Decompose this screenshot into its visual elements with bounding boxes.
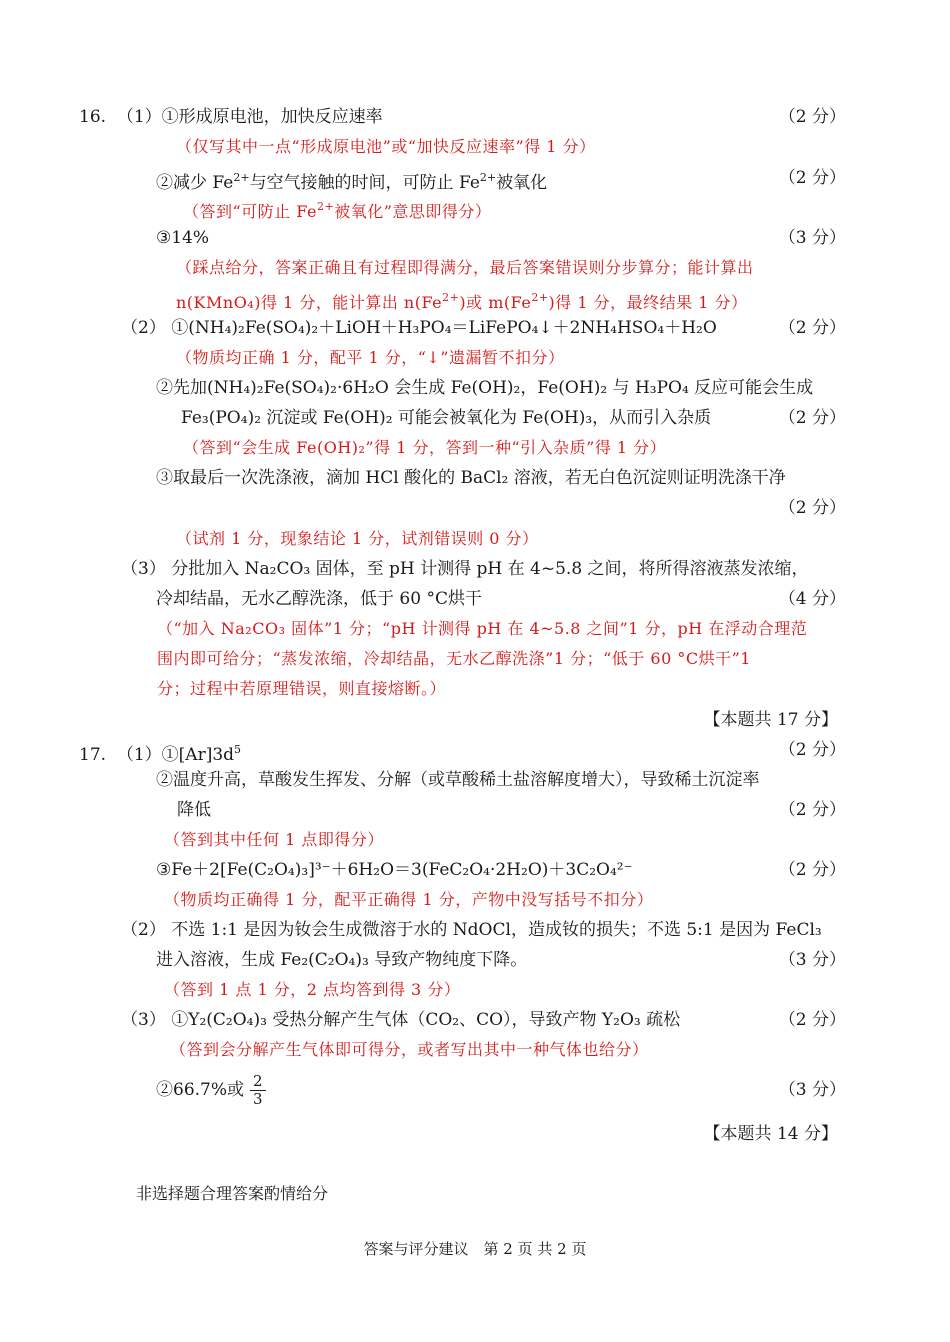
q17-p2-text-1: （2） 不选 1:1 是因为钕会生成微溶于水的 NdOCl，造成钕的损失；不选 5:1 是因为 FeCl₃: [121, 920, 822, 940]
q16-p3-text-2: 冷却结晶，无水乙醇洗涤，低于 60 °C烘干: [156, 589, 482, 609]
q16-p3-score: （4 分）: [778, 589, 846, 609]
general-note: 非选择题合理答案酌情给分: [136, 1184, 329, 1203]
q17-p1-3-score: （2 分）: [778, 860, 846, 880]
q16-p2-1-score: （2 分）: [778, 318, 846, 338]
q17-p1-3-text: ③Fe＋2[Fe(C₂O₄)₃]³⁻＋6H₂O＝3(FeC₂O₄·2H₂O)＋3C₂O₄²⁻: [156, 860, 633, 880]
q16-p1-3-text: ③14%: [156, 228, 210, 248]
q17-total: 【本题共 14 分】: [703, 1124, 838, 1144]
q17-p3-1-score: （2 分）: [778, 1010, 846, 1030]
q17-part1-item1: 17. $(1)①[Ar]3d^5$: [79, 743, 242, 765]
page-footer: 答案与评分建议 第 2 页 共 2 页: [363, 1240, 587, 1258]
q17-p3-2-score: （3 分）: [778, 1080, 846, 1100]
q16-p2-2-text-2: Fe₃(PO₄)₂ 沉淀或 Fe(OH)₂ 可能会被氧化为 Fe(OH)₃，从而引入杂质: [181, 408, 712, 428]
q16-p2-2-note: （答到“会生成 Fe(OH)₂”得 1 分，答到一种“引入杂质”得 1 分）: [183, 438, 667, 457]
q16-p1-1-text: （1）①形成原电池，加快反应速率: [116, 107, 383, 127]
q17-p1-3-note: （物质均正确得 1 分，配平正确得 1 分，产物中没写括号不扣分）: [164, 890, 654, 909]
q16-p1-2-note: （答到“可防止 $Fe^{2+}$被氧化”意思即得分）: [183, 200, 492, 221]
q16-p2-3-score: （2 分）: [778, 498, 846, 518]
q17-p2-note: （答到 1 点 1 分，2 点均答到得 3 分）: [164, 980, 461, 999]
q16-p1-3-score: （3 分）: [778, 228, 846, 248]
q17-p2-text-2: 进入溶液，生成 Fe₂(C₂O₄)₃ 导致产物纯度下降。: [156, 950, 528, 970]
q16-p2-3-note: （试剂 1 分，现象结论 1 分，试剂错误则 0 分）: [176, 529, 539, 548]
q16-p3-note-1: （“加入 Na₂CO₃ 固体”1 分；“pH 计测得 pH 在 4~5.8 之间”1 分，pH 在浮动合理范: [157, 619, 808, 638]
q16-p1-3-note-2: n(KMnO₄)得 1 分，能计算出 $n(Fe^{2+})$或 $m(Fe^{2+})$得 1 分，最终结果 1 分）: [176, 291, 748, 312]
q16-p3-note-3: 分；过程中若原理错误，则直接熔断。）: [157, 679, 447, 698]
q17-p1-2-text-2: 降低: [177, 800, 211, 820]
q16-p1-1-note: （仅写其中一点“形成原电池”或“加快反应速率”得 1 分）: [176, 137, 596, 156]
q16-p3-text-1: （3） 分批加入 Na₂CO₃ 固体，至 pH 计测得 pH 在 4~5.8 之间，将所得溶液蒸发浓缩，: [121, 559, 809, 579]
q16-p1-2-score: （2 分）: [778, 168, 846, 188]
q17-p3-1-note: （答到会分解产生气体即可得分，或者写出其中一种气体也给分）: [170, 1040, 649, 1059]
q16-p2-2-score: （2 分）: [778, 408, 846, 428]
q17-p1-2-note: （答到其中任何 1 点即得分）: [164, 830, 384, 849]
q17-p2-score: （3 分）: [778, 950, 846, 970]
q16-p2-2-text-1: ②先加(NH₄)₂Fe(SO₄)₂·6H₂O 会生成 Fe(OH)₂，Fe(OH)₂ 与 H₃PO₄ 反应可能会生成: [156, 378, 814, 398]
q17-p1-2-score: （2 分）: [778, 800, 846, 820]
q17-p3-1-text: （3） ①Y₂(C₂O₄)₃ 受热分解产生气体（CO₂、CO），导致产物 Y₂O₃ 疏松: [121, 1010, 681, 1030]
fraction: $\frac{2}{3}$: [250, 1073, 266, 1108]
q16-part1-item1: [79, 105, 383, 129]
q17-p1-1-score: （2 分）: [778, 740, 846, 760]
q16-p2-1-note: （物质均正确 1 分，配平 1 分，“↓”遗漏暂不扣分）: [176, 348, 565, 367]
q17-number: 17.: [79, 745, 107, 765]
q16-p1-1-score: （2 分）: [778, 107, 846, 127]
q16-p1-3-note-1: （踩点给分，答案正确且有过程即得满分，最后答案错误则分步算分；能计算出: [176, 258, 754, 277]
q16-number: 16.: [79, 107, 107, 127]
q16-total: 【本题共 17 分】: [703, 710, 838, 730]
q17-p3-2-text: ②66.7%或 $\frac{2}{3}$: [156, 1068, 266, 1112]
q16-p1-2-text: ②减少 $Fe^{2+}$与空气接触的时间，可防止 $Fe^{2+}$被氧化: [156, 171, 548, 193]
q16-p3-note-2: 围内即可给分；“蒸发浓缩，冷却结晶，无水乙醇洗涤”1 分；“低于 60 °C烘干”1: [157, 649, 751, 668]
q16-p2-1-text: （2） ①(NH₄)₂Fe(SO₄)₂＋LiOH＋H₃PO₄＝LiFePO₄↓＋2NH₄HSO₄＋H₂O: [121, 318, 717, 338]
q17-p1-2-text-1: ②温度升高，草酸发生挥发、分解（或草酸稀土盐溶解度增大），导致稀土沉淀率: [156, 770, 760, 790]
q16-p2-3-text: ③取最后一次洗涤液，滴加 HCl 酸化的 BaCl₂ 溶液，若无白色沉淀则证明洗涤干净: [156, 468, 786, 488]
